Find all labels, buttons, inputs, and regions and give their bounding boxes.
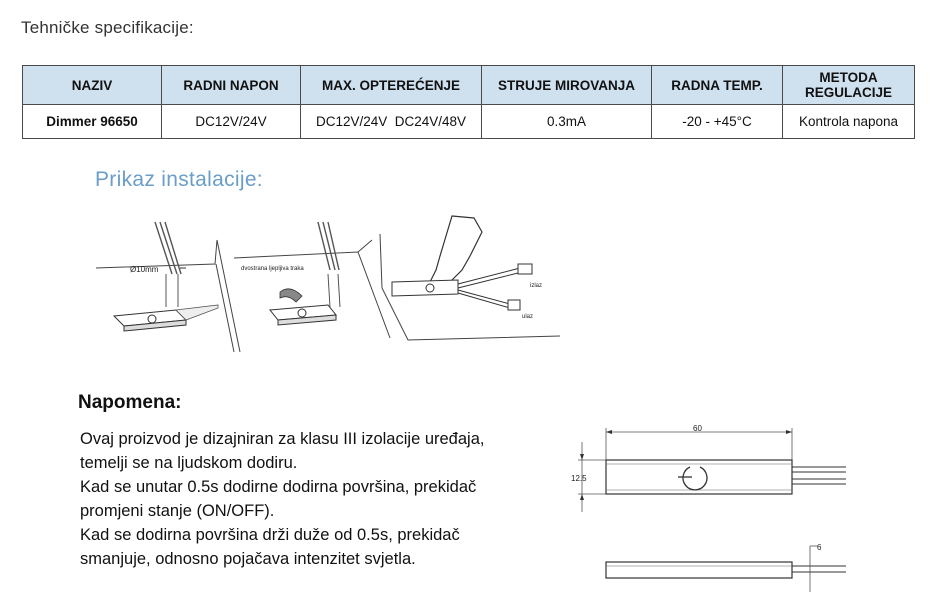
- device-side-view: [606, 562, 792, 578]
- spec-table: [22, 65, 915, 139]
- input-label: ulaz: [522, 314, 534, 320]
- cell-max-opterecenje: DC12V/24V DC24V/48V: [301, 105, 482, 139]
- cell-radni-napon: DC12V/24V: [162, 105, 301, 139]
- install-step-1-drawing: [96, 222, 240, 352]
- note-line: Kad se unutar 0.5s dodirne dodirna površina, prekidač: [80, 478, 477, 496]
- length-dimension: 60: [693, 424, 702, 433]
- hole-diameter-label: Ø10mm: [130, 265, 159, 274]
- note-line: temelji se na ljudskom dodiru.: [80, 454, 298, 472]
- header-naziv: NAZIV: [23, 66, 162, 105]
- header-metoda-regulacije: METODA REGULACIJE: [783, 66, 915, 105]
- note-line: Ovaj proizvod je dizajniran za klasu III izolacije uređaja,: [80, 430, 485, 448]
- header-max-opterecenje: MAX. OPTEREĆENJE: [301, 66, 482, 105]
- installation-illustration: [90, 212, 560, 352]
- spec-table-header-row: [23, 66, 915, 105]
- height-dimension: 12.5: [571, 474, 587, 483]
- depth-dimension: 6: [817, 543, 822, 552]
- note-line: Kad se dodirna površina drži duže od 0.5s, prekidač: [80, 526, 460, 544]
- cell-naziv: Dimmer 96650: [23, 105, 162, 139]
- cell-struje-mirovanja: 0.3mA: [482, 105, 652, 139]
- dimension-drawing: [570, 420, 860, 600]
- table-row: [23, 105, 915, 139]
- header-struje-mirovanja: STRUJE MIROVANJA: [482, 66, 652, 105]
- tech-specs-title: Tehničke specifikacije:: [21, 18, 194, 37]
- install-step-2-drawing: [234, 222, 390, 338]
- installation-title: Prikaz instalacije:: [95, 168, 263, 191]
- note-title: Napomena:: [78, 392, 182, 413]
- cell-metoda-regulacije: Kontrola napona: [783, 105, 915, 139]
- note-line: smanjuje, odnosno pojačava intenzitet svjetla.: [80, 550, 416, 568]
- header-radna-temp: RADNA TEMP.: [652, 66, 783, 105]
- cell-radna-temp: -20 - +45°C: [652, 105, 783, 139]
- adhesive-tape-label: dvostrana ljepljiva traka: [241, 266, 304, 272]
- output-label: izlaz: [530, 283, 543, 289]
- note-line: promjeni stanje (ON/OFF).: [80, 502, 275, 520]
- header-radni-napon: RADNI NAPON: [162, 66, 301, 105]
- install-step-3-drawing: [380, 216, 560, 340]
